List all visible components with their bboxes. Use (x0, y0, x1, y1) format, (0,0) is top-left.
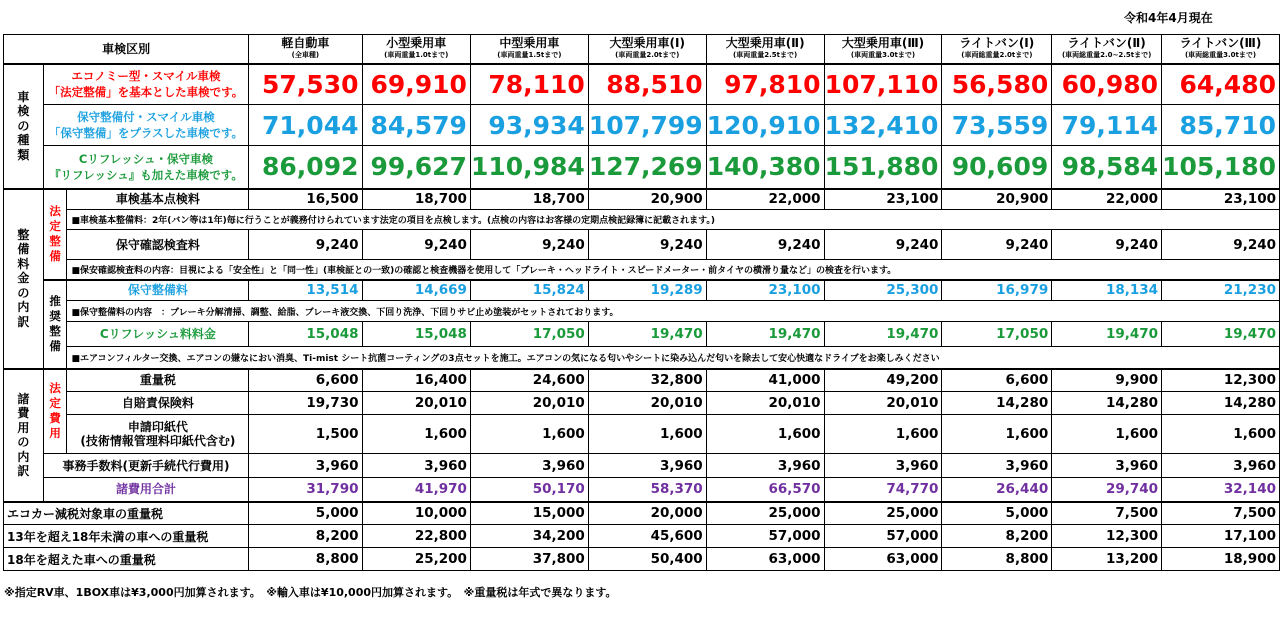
price-cell: 20,010 (362, 392, 470, 415)
table-row (4, 260, 1280, 280)
price-cell: 3,960 (588, 454, 706, 478)
column-header (588, 35, 706, 64)
table-row (4, 478, 1280, 502)
column-header-sub: (車両総重量3.0tまで) (1184, 51, 1257, 59)
price-cell: 3,960 (470, 454, 588, 478)
price-cell: 15,000 (470, 502, 588, 525)
price-cell: 7,500 (1052, 502, 1162, 525)
table-row (4, 64, 1280, 105)
price-cell: 17,050 (470, 322, 588, 347)
price-cell: 22,000 (706, 189, 824, 210)
type-label (43, 64, 249, 105)
column-header-name: 大型乗用車(Ⅱ) (725, 36, 805, 50)
price-cell: 57,530 (249, 64, 362, 105)
price-cell: 1,600 (706, 415, 824, 454)
price-cell: 3,960 (362, 454, 470, 478)
price-cell: 23,100 (706, 280, 824, 301)
price-cell: 29,740 (1052, 478, 1162, 502)
refresh-fee-note: ■エアコンフィルター交換、エアコンの嫌なにおい消臭、Ti-mist シート抗菌コーティングの3点セットを施工。エアコンの気になる匂いやシートに染み込んだ匂いを除去して安心快適なドライブをお楽しみください (67, 347, 1280, 369)
column-header-sub: (車両重量1.0tまで) (384, 51, 449, 59)
table-row (4, 105, 1280, 146)
column-header-name: ライトバン(Ⅲ) (1179, 36, 1262, 50)
price-cell: 6,600 (942, 369, 1052, 392)
inspection-price-table (3, 34, 1280, 571)
type-label (43, 146, 249, 189)
office-fee-label: 事務手数料(更新手続代行費用) (43, 454, 249, 478)
type-label-name: 保守整備付・スマイル車検 (77, 110, 215, 124)
price-cell: 19,470 (706, 322, 824, 347)
price-cell: 24,600 (470, 369, 588, 392)
price-cell: 5,000 (249, 502, 362, 525)
price-cell: 9,240 (942, 230, 1052, 260)
price-cell: 14,280 (942, 392, 1052, 415)
price-cell: 3,960 (942, 454, 1052, 478)
price-cell: 12,300 (1162, 369, 1280, 392)
price-cell: 17,050 (942, 322, 1052, 347)
price-cell: 3,960 (706, 454, 824, 478)
price-cell: 58,370 (588, 478, 706, 502)
price-cell: 14,669 (362, 280, 470, 301)
column-header-name: 小型乗用車 (386, 36, 447, 50)
price-cell: 93,934 (470, 105, 588, 146)
price-cell: 20,010 (588, 392, 706, 415)
refresh-fee-label: Cリフレッシュ料料金 (67, 322, 249, 347)
price-cell: 132,410 (824, 105, 942, 146)
column-header-name: ライトバン(Ⅰ) (959, 36, 1035, 50)
column-header-sub: (車両重量2.0tまで) (615, 51, 680, 59)
price-cell: 50,170 (470, 478, 588, 502)
column-header-name: ライトバン(Ⅱ) (1067, 36, 1146, 50)
price-cell: 66,570 (706, 478, 824, 502)
column-header (470, 35, 588, 64)
column-header (706, 35, 824, 64)
price-cell: 12,300 (1052, 525, 1162, 548)
price-cell: 1,600 (1052, 415, 1162, 454)
column-header (824, 35, 942, 64)
price-cell: 9,240 (588, 230, 706, 260)
type-label-name: エコノミー型・スマイル車検 (71, 69, 221, 84)
price-cell: 9,240 (470, 230, 588, 260)
price-cell: 84,579 (362, 105, 470, 146)
price-cell: 15,048 (249, 322, 362, 347)
price-cell: 13,514 (249, 280, 362, 301)
price-cell: 50,400 (588, 548, 706, 571)
price-cell: 7,500 (1162, 502, 1280, 525)
price-cell: 151,880 (824, 146, 942, 189)
price-cell: 9,240 (1162, 230, 1280, 260)
table-row (4, 280, 1280, 301)
table-row (4, 548, 1280, 571)
price-cell: 90,609 (942, 146, 1052, 189)
price-cell: 8,800 (249, 548, 362, 571)
extra-tax-label: 18年を超えた車への重量税 (4, 548, 249, 571)
column-header-name: 中型乗用車 (499, 36, 560, 50)
price-cell: 19,730 (249, 392, 362, 415)
table-row (4, 525, 1280, 548)
stamp-fee-label (67, 415, 249, 454)
table-row (4, 502, 1280, 525)
column-header-name: 大型乗用車(Ⅲ) (841, 36, 925, 50)
price-cell: 8,200 (942, 525, 1052, 548)
price-cell: 9,240 (824, 230, 942, 260)
price-cell: 18,700 (362, 189, 470, 210)
table-row (4, 35, 1280, 64)
price-cell: 79,114 (1052, 105, 1162, 146)
price-cell: 22,800 (362, 525, 470, 548)
column-header-name: 大型乗用車(Ⅰ) (609, 36, 685, 50)
stamp-fee-desc: (技術情報管理料印紙代含む) (80, 434, 236, 448)
stamp-fee-name: 申請印紙代 (127, 420, 188, 434)
price-cell: 19,470 (1162, 322, 1280, 347)
category-label-maintenance: 整備料金の内訳 (4, 189, 44, 369)
price-cell: 15,824 (470, 280, 588, 301)
price-cell: 57,000 (706, 525, 824, 548)
price-cell: 6,600 (249, 369, 362, 392)
price-cell: 25,300 (824, 280, 942, 301)
table-row (4, 210, 1280, 230)
inspection-fee-note: ■保安確認検査料の内容：目視による「安全性」と「同一性」(車検証との一致)の確認と検査機器を使用して「ブレーキ・ヘッドライト・スピードメーター・前タイヤの横滑り量など」の検査を行います。 (67, 260, 1280, 280)
category-label-fees: 諸費用の内訳 (4, 369, 44, 502)
price-cell: 34,200 (470, 525, 588, 548)
price-cell: 3,960 (824, 454, 942, 478)
price-cell: 1,600 (942, 415, 1052, 454)
price-cell: 14,280 (1162, 392, 1280, 415)
table-row (4, 369, 1280, 392)
price-cell: 20,000 (588, 502, 706, 525)
insurance-label: 自賠責保険料 (67, 392, 249, 415)
price-cell: 20,010 (706, 392, 824, 415)
price-cell: 3,960 (249, 454, 362, 478)
price-cell: 8,200 (249, 525, 362, 548)
price-cell: 31,790 (249, 478, 362, 502)
price-cell: 5,000 (942, 502, 1052, 525)
price-cell: 69,910 (362, 64, 470, 105)
price-cell: 26,440 (942, 478, 1052, 502)
price-cell: 64,480 (1162, 64, 1280, 105)
price-cell: 3,960 (1162, 454, 1280, 478)
table-row (4, 347, 1280, 369)
price-cell: 98,584 (1052, 146, 1162, 189)
price-cell: 21,230 (1162, 280, 1280, 301)
weight-tax-label: 重量税 (67, 369, 249, 392)
price-cell: 37,800 (470, 548, 588, 571)
type-label-name: Cリフレッシュ・保守車検 (78, 151, 214, 166)
price-cell: 9,240 (362, 230, 470, 260)
price-cell: 74,770 (824, 478, 942, 502)
price-cell: 23,100 (824, 189, 942, 210)
date-label: 令和4年4月現在 (1124, 11, 1213, 25)
type-label-desc: 『リフレッシュ』も加えた車検です。 (49, 167, 243, 182)
column-header (942, 35, 1052, 64)
price-cell: 20,010 (824, 392, 942, 415)
price-cell: 13,200 (1052, 548, 1162, 571)
price-cell: 1,500 (249, 415, 362, 454)
table-row (4, 230, 1280, 260)
column-header-sub: (全車種) (291, 51, 320, 59)
column-header-sub: (車両総重量2.0~2.5tまで) (1061, 51, 1152, 59)
price-cell: 20,010 (470, 392, 588, 415)
column-header (1162, 35, 1280, 64)
price-cell: 32,140 (1162, 478, 1280, 502)
price-cell: 110,984 (470, 146, 588, 189)
price-cell: 25,000 (824, 502, 942, 525)
price-cell: 41,000 (706, 369, 824, 392)
basic-fee-note: ■車検基本整備料：2年(バン等は1年)毎に行うことが義務付けられています法定の項目を点検します。(点検の内容はお客様の定期点検記録簿に記載されます。) (67, 210, 1280, 230)
price-cell: 16,979 (942, 280, 1052, 301)
price-cell: 88,510 (588, 64, 706, 105)
price-cell: 9,900 (1052, 369, 1162, 392)
price-cell: 41,970 (362, 478, 470, 502)
price-cell: 16,500 (249, 189, 362, 210)
price-cell: 1,600 (824, 415, 942, 454)
price-cell: 20,900 (942, 189, 1052, 210)
price-cell: 1,600 (588, 415, 706, 454)
price-cell: 14,280 (1052, 392, 1162, 415)
price-cell: 120,910 (706, 105, 824, 146)
price-cell: 19,470 (588, 322, 706, 347)
price-cell: 18,700 (470, 189, 588, 210)
price-cell: 49,200 (824, 369, 942, 392)
price-cell: 20,900 (588, 189, 706, 210)
legal-maintenance-label: 法定整備 (43, 189, 67, 280)
price-cell: 56,580 (942, 64, 1052, 105)
table-row (4, 392, 1280, 415)
category-label-types: 車検の種類 (4, 64, 44, 189)
price-cell: 45,600 (588, 525, 706, 548)
footnote: ※指定RV車、1BOX車は¥3,000円加算されます。 ※輸入車は¥10,000円加算されます。 ※重量税は年式で異なります。 (4, 586, 617, 599)
price-cell: 71,044 (249, 105, 362, 146)
hoshu-fee-label: 保守整備料 (67, 280, 249, 301)
price-cell: 99,627 (362, 146, 470, 189)
price-cell: 22,000 (1052, 189, 1162, 210)
price-cell: 63,000 (824, 548, 942, 571)
column-header-sub: (車両重量3.0tまで) (850, 51, 916, 59)
price-cell: 16,400 (362, 369, 470, 392)
inspection-fee-label: 保守確認検査料 (67, 230, 249, 260)
price-cell: 23,100 (1162, 189, 1280, 210)
column-header-sub: (車両重量1.5tまで) (497, 51, 562, 59)
price-cell: 9,240 (249, 230, 362, 260)
price-cell: 25,000 (706, 502, 824, 525)
hoshu-fee-note: ■保守整備料の内容 ：ブレーキ分解清掃、調整、給脂、ブレーキ液交換、下回り洗浄、下回りサビ止め塗装がセットされております。 (67, 301, 1280, 322)
price-cell: 25,200 (362, 548, 470, 571)
price-cell: 107,799 (588, 105, 706, 146)
type-label-desc: 「法定整備」を基本とした車検です。 (48, 85, 244, 100)
legal-fees-label: 法定費用 (43, 369, 67, 454)
price-cell: 105,180 (1162, 146, 1280, 189)
price-cell: 140,380 (706, 146, 824, 189)
price-cell: 18,134 (1052, 280, 1162, 301)
price-cell: 73,559 (942, 105, 1052, 146)
column-header-sub: (車両総重量2.0tまで) (961, 51, 1033, 59)
price-cell: 8,800 (942, 548, 1052, 571)
price-cell: 32,800 (588, 369, 706, 392)
type-label-desc: 「保守整備」をプラスした車検です。 (48, 126, 244, 140)
fees-total-label: 諸費用合計 (43, 478, 249, 502)
price-cell: 63,000 (706, 548, 824, 571)
price-cell: 86,092 (249, 146, 362, 189)
price-cell: 18,900 (1162, 548, 1280, 571)
table-row (4, 189, 1280, 210)
price-cell: 107,110 (824, 64, 942, 105)
recommended-maintenance-label: 推奨整備 (43, 280, 67, 369)
price-cell: 19,470 (824, 322, 942, 347)
price-cell: 85,710 (1162, 105, 1280, 146)
price-cell: 97,810 (706, 64, 824, 105)
price-cell: 19,470 (1052, 322, 1162, 347)
column-header (249, 35, 362, 64)
price-cell: 10,000 (362, 502, 470, 525)
table-row (4, 146, 1280, 189)
price-cell: 57,000 (824, 525, 942, 548)
price-cell: 1,600 (362, 415, 470, 454)
column-header-name: 軽自動車 (281, 36, 330, 50)
basic-fee-label: 車検基本点検料 (67, 189, 249, 210)
type-label (43, 105, 249, 146)
price-cell: 3,960 (1052, 454, 1162, 478)
price-cell: 78,110 (470, 64, 588, 105)
column-header (1052, 35, 1162, 64)
price-cell: 19,289 (588, 280, 706, 301)
table-row (4, 454, 1280, 478)
price-cell: 1,600 (470, 415, 588, 454)
price-cell: 60,980 (1052, 64, 1162, 105)
table-row (4, 322, 1280, 347)
price-cell: 15,048 (362, 322, 470, 347)
column-header (362, 35, 470, 64)
price-cell: 1,600 (1162, 415, 1280, 454)
extra-tax-label: エコカー減税対象車の重量税 (4, 502, 249, 525)
price-cell: 9,240 (706, 230, 824, 260)
price-cell: 9,240 (1052, 230, 1162, 260)
column-header-corner: 車検区別 (4, 35, 249, 64)
price-cell: 127,269 (588, 146, 706, 189)
column-header-sub: (車両重量2.5tまで) (733, 51, 798, 59)
table-row (4, 415, 1280, 454)
extra-tax-label: 13年を超え18年未満の車への重量税 (4, 525, 249, 548)
price-cell: 17,100 (1162, 525, 1280, 548)
table-row (4, 301, 1280, 322)
